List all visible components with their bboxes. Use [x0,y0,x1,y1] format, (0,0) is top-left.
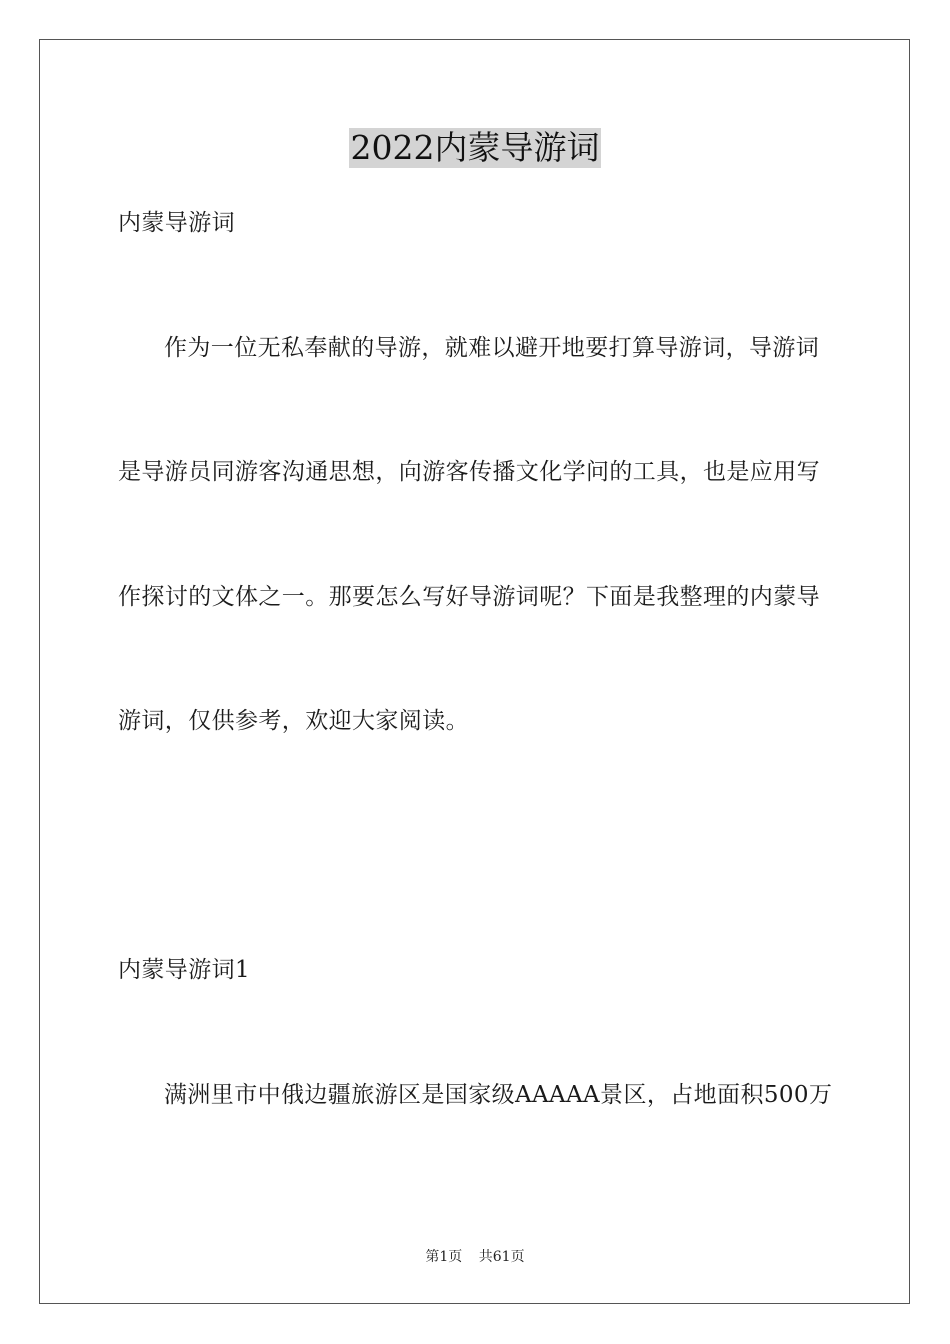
section-heading: 内蒙导游词1 [118,957,251,983]
page-footer [0,1248,950,1266]
page-number: 第1页 [425,1249,463,1265]
paragraph-line: 满洲里市中俄边疆旅游区是国家级AAAAA景区，占地面积500万 [164,1082,833,1108]
title-container [0,128,950,168]
paragraph-line: 作探讨的文体之一。那要怎么写好导游词呢？下面是我整理的内蒙导 [118,584,820,610]
section-heading: 内蒙导游词 [118,210,235,236]
paragraph-line: 游词，仅供参考，欢迎大家阅读。 [118,708,469,734]
document-title: 2022内蒙导游词 [350,128,600,167]
paragraph-line: 是导游员同游客沟通思想，向游客传播文化学问的工具，也是应用写 [118,459,820,485]
paragraph-line: 作为一位无私奉献的导游，就难以避开地要打算导游词，导游词 [164,335,820,361]
page-total: 共61页 [478,1249,525,1265]
